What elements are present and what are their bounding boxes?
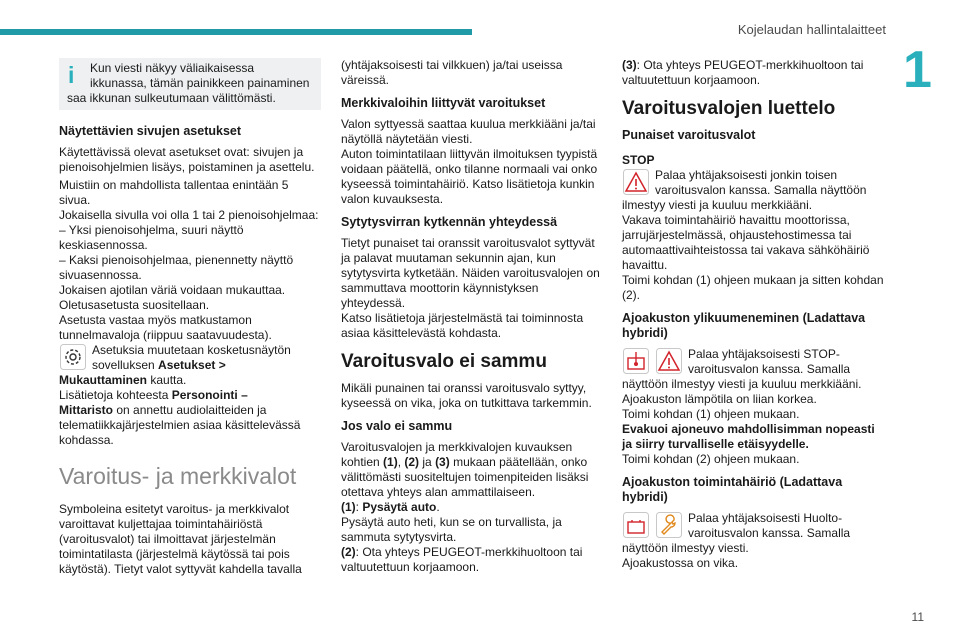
ref-1: (1) [383,455,398,469]
stop-line: varoitusvalon kanssa. Samalla näyttöön [655,183,867,197]
personalisation-label: Personointi – [171,388,248,402]
battery-icon [622,511,649,538]
column-1 [59,58,321,577]
paragraph: Toimi kohdan (2) ohjeen mukaan. [622,452,800,466]
settings-menu-label: Mukauttaminen [59,373,148,387]
ref-3: (3) [435,455,450,469]
paragraph: Pysäytä auto heti, kun se on turvallista, ja sammuta sytytysvirta. [341,515,562,544]
wrench-icon [655,511,682,538]
overheat-line: varoitusvalon kanssa. Samalla [688,362,851,376]
column-3 [622,58,884,571]
paragraph: Lisätietoja kohteesta [59,388,172,402]
paragraph: Muistiin on mahdollista tallentaa enintään 5 sivua. [59,178,289,207]
paragraph: on annettu audiolaitteiden ja telematiikkajärjestelmien asiaa käsittelevässä kohdassa. [59,403,301,447]
paragraph: Ajoakuston lämpötila on liian korkea. [622,392,817,406]
info-line: saa ikkunan sulkeutumaan välittömästi. [67,91,276,105]
fault-line: Palaa yhtäjaksoisesti Huolto- [688,511,843,525]
paragraph: Jokaisella sivulla voi olla 1 tai 2 pienoisohjelmaa: [59,208,319,222]
ref-1: (1) [341,500,356,514]
heading-overheating: Ajoakuston ylikuumeneminen (Ladattava hybridi) [622,311,866,340]
column-2 [341,58,601,575]
header-accent-bar [0,29,472,35]
paragraph: näyttöön ilmestyy viesti ja kuuluu merkkiääni. [622,377,862,391]
paragraph: Vakava toimintahäiriö havaittu moottorissa, jarrujärjestelmässä, ohjaustehostimessa tai automaattivaihteistossa tai vakava sähköhäiriö havaittu. [622,213,870,272]
paragraph: Asetusta vastaa myös matkustamon tunnelmavaloja (riippuu saatavuudesta). [59,313,272,342]
page-number: 11 [911,610,924,624]
paragraph: (yhtäjaksoisesti tai vilkkuen) ja/tai useissa väreissä. [341,58,563,87]
stop-row [622,168,884,198]
paragraph: Mikäli punainen tai oranssi varoitusvalo syttyy, kyseessä on vika, joka on tutkittava tarkemmin. [341,381,592,410]
settings-row [59,343,321,373]
paragraph: Oletusasetusta suositellaan. [59,298,210,312]
overheat-row [622,347,884,377]
settings-line: sovelluksen [92,358,159,372]
stop-title: STOP [622,153,655,167]
list-item: – Kaksi pienoisohjelmaa, pienennetty näyttö sivuasennossa. [59,253,294,282]
paragraph: Ajoakustossa on vika. [622,556,739,570]
heading-page-settings: Näytettävien sivujen asetukset [59,124,242,138]
paragraph: Symboleina esitetyt varoitus- ja merkkivalot varoittavat kuljettajaa toimintahäiriöstä (varoitusvalot) tai ilmoittavat järjestelmän toimintatilasta (järjestelmä käytössä tai pois käytöstä). Tietyt valot syttyvät kahdella tavalla [59,502,302,576]
paragraph: . [436,500,440,514]
chapter-number: 1 [903,41,932,99]
warning-triangle-icon [655,347,682,374]
stop-line: Palaa yhtäjaksoisesti jonkin toisen [655,168,838,182]
paragraph: Jokaisen ajotilan väriä voidaan mukauttaa. [59,283,286,297]
heading-ignition: Sytytysvirran kytkennän yhteydessä [341,215,558,229]
info-line: Kun viesti näkyy väliaikaisessa [90,61,255,75]
heading-lamp-stays-on: Varoitusvalo ei sammu [341,351,547,372]
paragraph: : Ota yhteys PEUGEOT-merkkihuoltoon tai valtuutettuun korjaamoon. [622,58,864,87]
paragraph: Varoitusvalojen ja merkkivalojen kuvauksen kohtien [341,440,573,469]
list-item: – Yksi pienoisohjelma, suuri näyttö keskiasennossa. [59,223,244,252]
ref-3: (3) [622,58,637,72]
paragraph: : Ota yhteys PEUGEOT-merkkihuoltoon tai valtuutettuun korjaamoon. [341,545,583,574]
paragraph: , [397,455,405,469]
fault-row [622,511,884,541]
heading-associated-warnings: Merkkivaloihin liittyvät varoitukset [341,96,546,110]
heading-warning-list: Varoitusvalojen luettelo [622,98,836,119]
ref-2: (2) [341,545,356,559]
settings-menu-label: Asetukset > [158,358,226,372]
evacuate-warning: Evakuoi ajoneuvo mahdollisimman nopeasti ja siirry turvalliselle etäisyydelle. [622,422,875,451]
paragraph: Toimi kohdan (1) ohjeen mukaan. [622,407,800,421]
paragraph: Toimi kohdan (1) ohjeen mukaan ja sitten kohdan (2). [622,273,884,302]
instrument-panel-label: Mittaristo [59,403,113,417]
heading-battery-fault: Ajoakuston toimintahäiriö (Ladattava hybridi) [622,475,843,504]
battery-temperature-icon [622,347,649,374]
paragraph: : [355,500,363,514]
stop-car-label: Pysäytä auto [362,500,437,514]
gear-icon [59,343,86,370]
warning-triangle-icon [622,168,649,195]
paragraph: näyttöön ilmestyy viesti. [622,541,749,555]
settings-line: kautta. [147,373,187,387]
paragraph: Katso lisätietoja järjestelmästä tai toiminnosta asiaa käsittelevästä kohdasta. [341,311,584,340]
section-title: Kojelaudan hallintalaitteet [737,22,886,37]
overheat-line: Palaa yhtäjaksoisesti STOP- [688,347,840,361]
info-icon: i [68,62,75,88]
paragraph: ilmestyy viesti ja kuuluu merkkiääni. [622,198,813,212]
paragraph: Käytettävissä olevat asetukset ovat: sivujen ja pienoisohjelmien lisäys, poistaminen ja asettelu. [59,145,315,174]
heading-red-lamps: Punaiset varoitusvalot [622,128,756,142]
ref-2: (2) [404,455,420,469]
section-heading-warning-lamps: Varoitus- ja merkkivalot [59,463,297,489]
paragraph: Valon syttyessä saattaa kuulua merkkiääni ja/tai näytöllä näytetään viesti. [341,117,596,146]
info-box [59,58,321,110]
paragraph: Tietyt punaiset tai oranssit varoitusvalot syttyvät ja palavat muutaman sekunnin ajan, kun sytytysvirta kytketään. Näiden varoitusvalojen on sammuttava moottorin käynnistyksen yhteydessä. [341,236,600,310]
settings-line: Asetuksia muutetaan kosketusnäytön [92,343,291,357]
heading-if-lamp-stays-on: Jos valo ei sammu [341,419,453,433]
paragraph: mukaan päätellään, onko välittömästi suositeltujen toimenpiteiden lisäksi otettava yhteys alan ammattilaiseen. [341,455,589,499]
paragraph: ja [419,455,436,469]
fault-line: varoitusvalon kanssa. Samalla [688,526,851,540]
paragraph: Auton toimintatilaan liittyvän ilmoituksen tyypistä voidaan päätellä, onko tilanne normaali vai onko kyseessä toimintahäiriö. Katso lisätietoja kunkin valon kuvauksesta. [341,147,598,206]
info-line: ikkunassa, tämän painikkeen painaminen [90,76,310,90]
